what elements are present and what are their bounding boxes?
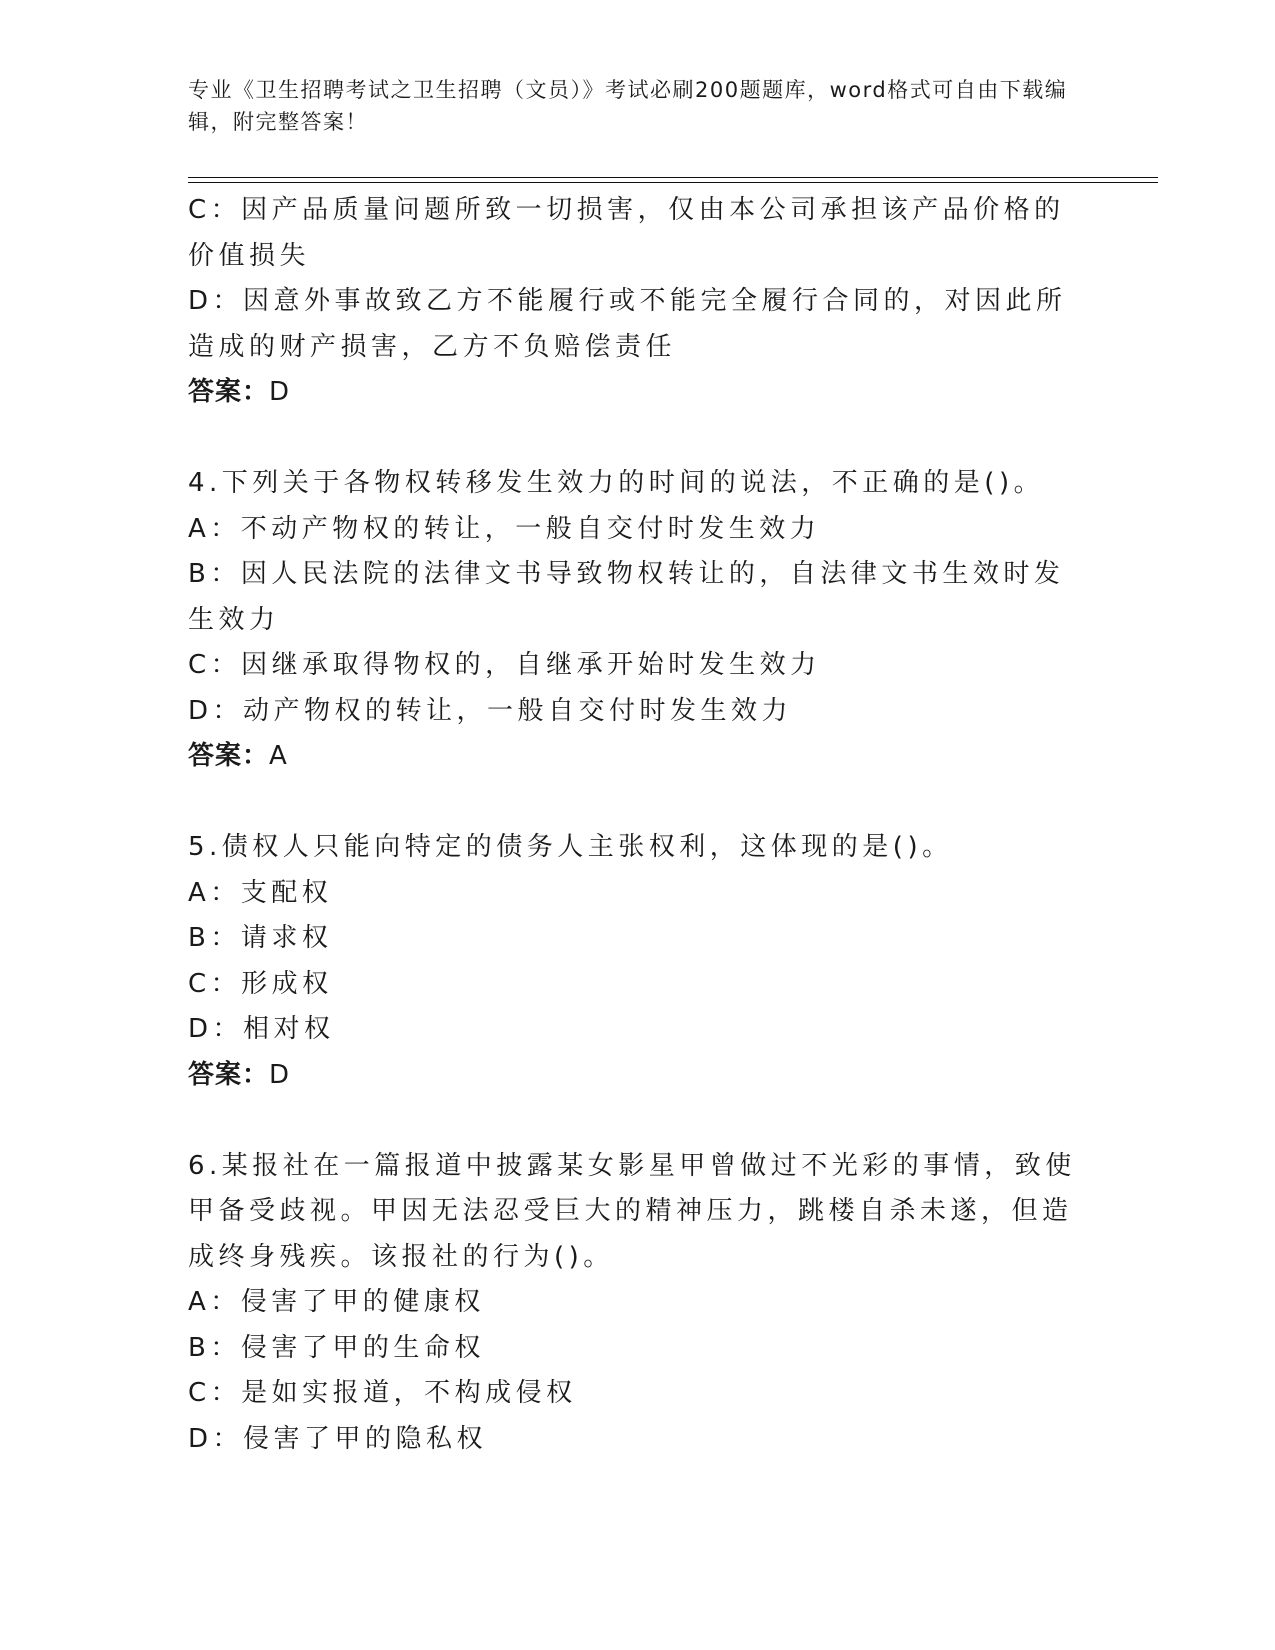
spacer [188,1098,1078,1144]
answer-label: 答案： [188,741,270,771]
answer-value: D [269,377,291,407]
answer-line [188,1053,1078,1099]
answer-label: 答案： [188,377,270,407]
option-b: B：请求权 [188,923,333,953]
header-rule-top [188,177,1158,178]
question-stem: 4.下列关于各物权转移发生效力的时间的说法，不正确的是()。 [188,468,1045,498]
question-4 [188,461,1078,780]
question-3-tail [188,188,1078,416]
option-c: C：是如实报道，不构成侵权 [188,1378,577,1408]
question-5 [188,825,1078,1098]
question-6 [188,1144,1078,1463]
option-d: D：侵害了甲的隐私权 [188,1423,488,1454]
answer-label: 答案： [188,1059,270,1090]
option-b: B：因人民法院的法律文书导致物权转让的，自法律文书生效时发生效力 [188,559,1065,635]
answer-line [188,370,1078,416]
option-c: C：形成权 [188,968,333,999]
answer-line [188,734,1078,780]
document-header: 专业《卫生招聘考试之卫生招聘（文员）》考试必刷200题题库，word格式可自由下载编辑，附完整答案！ [188,78,1068,134]
option-d: D：因意外事故致乙方不能履行或不能完全履行合同的，对因此所造成的财产损害，乙方不负赔偿责任 [188,286,1067,362]
question-stem: 6.某报社在一篇报道中披露某女影星甲曾做过不光彩的事情，致使甲备受歧视。甲因无法忍受巨大的精神压力，跳楼自杀未遂，但造成终身残疾。该报社的行为()。 [188,1150,1076,1272]
spacer [188,780,1078,826]
option-c: C：因继承取得物权的，自继承开始时发生效力 [188,650,821,680]
option-d: D：相对权 [188,1014,335,1044]
option-a: A：侵害了甲的健康权 [188,1287,485,1317]
spacer [188,416,1078,462]
option-a: A：不动产物权的转让，一般自交付时发生效力 [188,513,821,544]
option-d: D：动产物权的转让，一般自交付时发生效力 [188,695,793,726]
answer-value: D [269,1059,291,1090]
question-content [188,188,1078,1462]
question-stem: 5.债权人只能向特定的债务人主张权利，这体现的是()。 [188,832,953,862]
option-b: B：侵害了甲的生命权 [188,1332,485,1363]
header-rule-bottom [188,182,1158,183]
answer-value: A [269,741,288,771]
option-a: A：支配权 [188,877,333,908]
option-c: C：因产品质量问题所致一切损害，仅由本公司承担该产品价格的价值损失 [188,195,1065,271]
